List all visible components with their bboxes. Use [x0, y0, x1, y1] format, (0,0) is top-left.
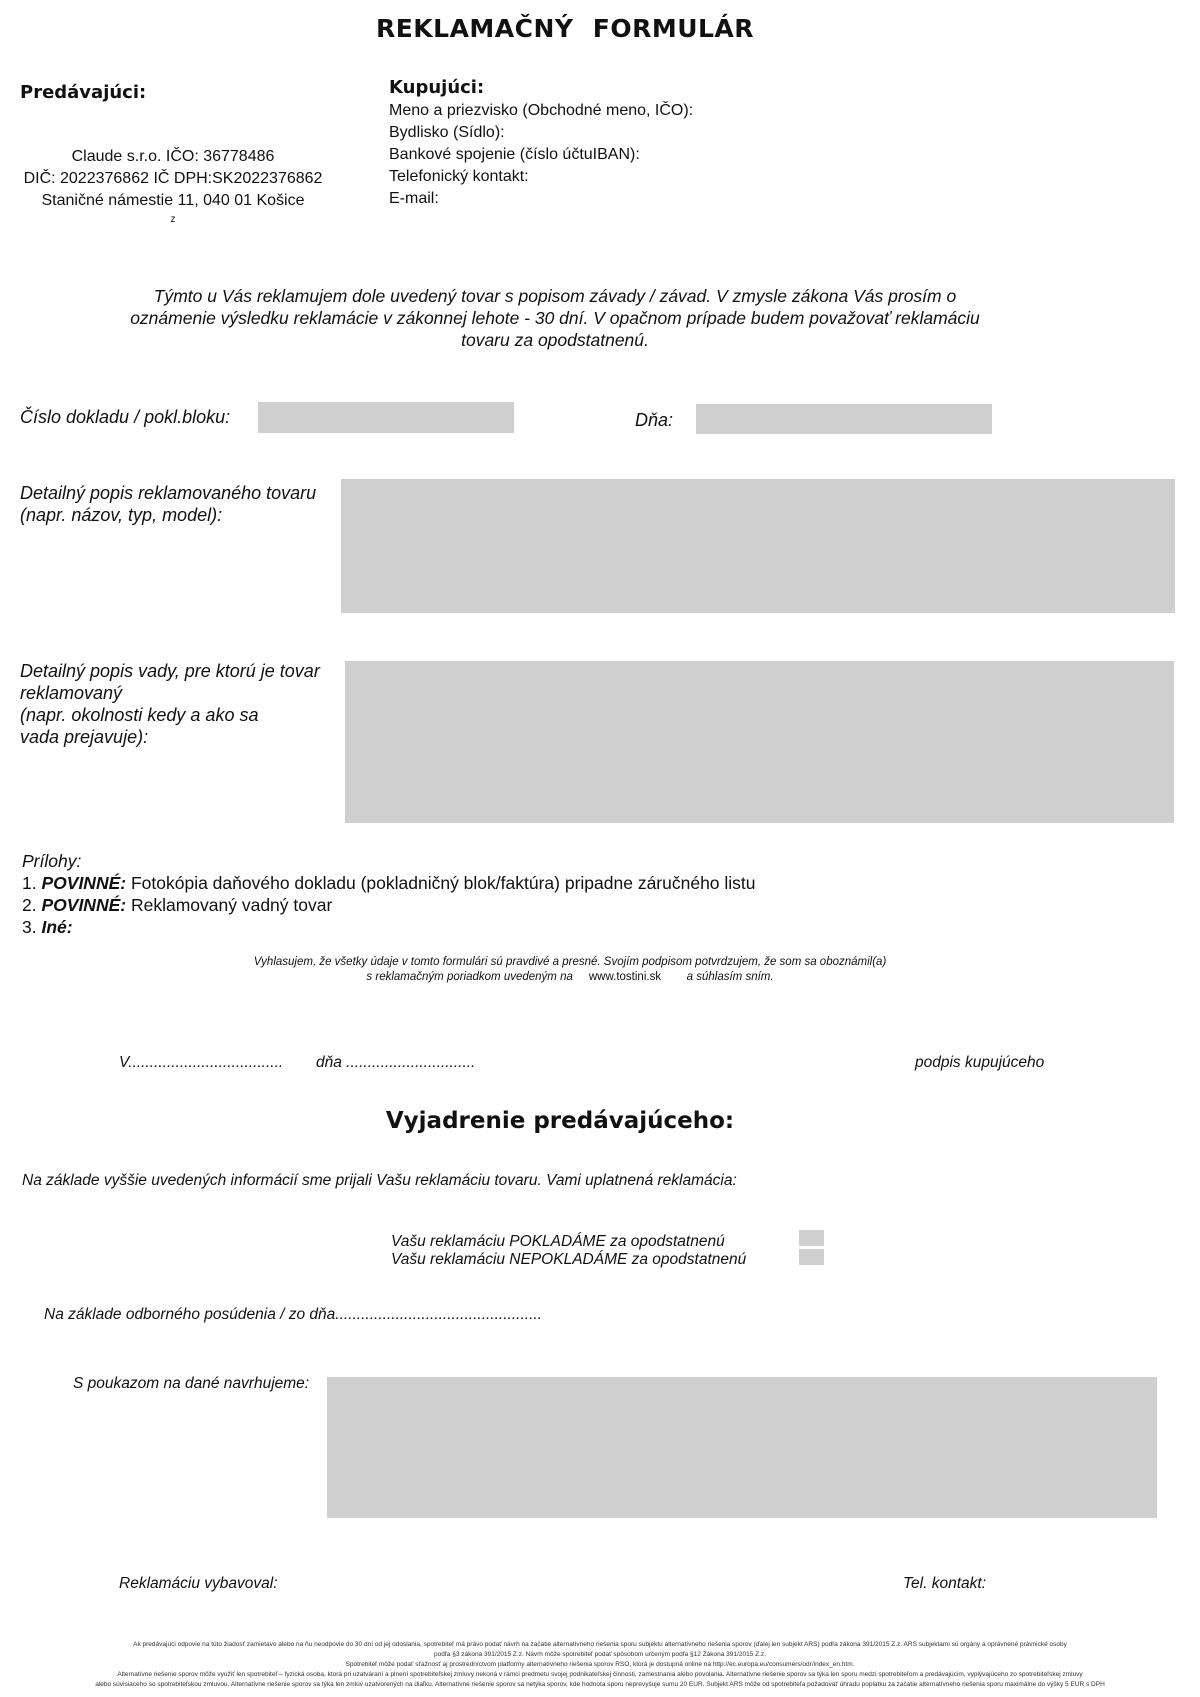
option-accept-label: Vašu reklamáciu POKLADÁME za opodstatnenú — [391, 1233, 725, 1250]
buyer-phone-field: Telefonický kontakt: — [389, 168, 529, 185]
footer-legal-notice — [60, 1640, 1140, 1690]
date-label: Dňa: — [635, 410, 674, 430]
seller-line: Staničné námestie 11, 040 01 Košice — [41, 192, 305, 209]
attachment-item — [22, 872, 756, 894]
option-reject-checkbox[interactable] — [799, 1249, 824, 1265]
declaration-text: a súhlasím sním. — [686, 971, 774, 983]
declaration-text: s reklamačným poriadkom uvedeným na — [366, 971, 573, 983]
signature-place: V.................................... — [119, 1054, 284, 1071]
attachment-other: Iné: — [41, 917, 73, 937]
attachment-required: POVINNÉ: — [41, 895, 127, 915]
doc-number-input[interactable] — [258, 402, 514, 433]
attachments-heading: Prílohy: — [22, 851, 82, 871]
defect-desc-label-line: (napr. okolnosti kedy a ako sa — [20, 705, 259, 725]
attachment-item — [22, 916, 756, 938]
attachment-text: Fotokópia daňového dokladu (pokladničný blok/faktúra) pripadne záručného listu — [126, 873, 756, 893]
seller-address — [18, 146, 328, 228]
defect-desc-label-line: reklamovaný — [20, 683, 123, 703]
footer-line: alebo súvisiaceho so spotrebiteľskou zmluvou. Alternatívne riešenie sporov sa týka len zmlúv uzatvorených na diaľku. Alternatívne riešenie sporov sa netýka sporov, kde hodnota sporu neprevyšuje sumu 20 EUR. Subjekt ARS môže od spotrebiteľa požadovať úhradu poplatku za začatie alternatívneho riešenia sporu maximálne do výšky 5 EUR s DPH — [95, 1681, 1105, 1688]
seller-heading: Predávajúci: — [20, 82, 147, 103]
seller-statement-heading: Vyjadrenie predávajúceho: — [385, 1108, 735, 1134]
option-accept-checkbox[interactable] — [799, 1230, 824, 1246]
seller-line: DIČ: 2022376862 IČ DPH:SK2022376862 — [23, 170, 323, 187]
declaration — [160, 955, 980, 985]
declaration-line: Vyhlasujem, že všetky údaje v tomto formulári sú pravdivé a presné. Svojím podpisom potvrdzujem, že som sa oboznámil(a) — [253, 956, 887, 968]
defect-desc-label-line: vada prejavuje): — [20, 727, 149, 747]
attachment-item — [22, 894, 756, 916]
seller-note: z — [170, 214, 176, 225]
signature-date: dňa .............................. — [316, 1054, 476, 1071]
attachments — [22, 850, 756, 938]
attachment-num: 2. — [22, 895, 37, 915]
date-input[interactable] — [696, 404, 992, 434]
declaration-line — [160, 970, 980, 985]
form-title: REKLAMAČNÝ FORMULÁR — [375, 14, 755, 43]
attachment-required: POVINNÉ: — [41, 873, 127, 893]
phone-label: Tel. kontakt: — [903, 1575, 987, 1592]
buyer-heading: Kupujúci: — [389, 77, 485, 98]
defect-desc-input[interactable] — [345, 661, 1174, 823]
intro-text: Týmto u Vás reklamujem dole uvedený tovar s popisom závady / závad. V zmysle zákona Vás prosím o oznámenie výsledku reklamácie v zákonnej lehote - 30 dní. V opačnom prípade budem považovať reklamáciu tovaru za opodstatnenú. — [130, 286, 980, 350]
expert-assessment-line: Na základe odborného posúdenia / zo dňa................................................ — [44, 1306, 542, 1323]
buyer-name-field: Meno a priezvisko (Obchodné meno, IČO): — [389, 102, 694, 119]
buyer-address-field: Bydlisko (Sídlo): — [389, 124, 505, 141]
goods-desc-label-line: Detailný popis reklamovaného tovaru — [20, 483, 317, 503]
declaration-url[interactable]: www.tostini.sk — [588, 971, 662, 983]
handled-by-label: Reklamáciu vybavoval: — [119, 1575, 278, 1592]
buyer-bank-field: Bankové spojenie (číslo účtuIBAN): — [389, 146, 640, 163]
signature-label: podpis kupujúceho — [915, 1054, 1045, 1071]
goods-desc-label — [20, 482, 316, 526]
goods-desc-input[interactable] — [341, 479, 1175, 613]
defect-desc-label-line: Detailný popis vady, pre ktorú je tovar — [20, 661, 320, 681]
proposal-input[interactable] — [327, 1377, 1157, 1518]
footer-line: podľa §3 zákona 391/2015 Z.z. Návrh môže spotrebiteľ podať spôsobom určeným podľa §12 Zákona 391/2015 Z.z. — [434, 1651, 766, 1658]
footer-line: Alternatívne riešenie sporov môže využiť len spotrebiteľ – fyzická osoba, ktorá pri uzatváraní a plnení spotrebiteľskej zmluvy nekoná v rámci predmetu svojej podnikateľskej činnosti, zamestnania alebo povolania. Alternatívne riešenie sporov sa týka len sporu medzi spotrebiteľom a predávajúcim, vyplývajúceho zo spotrebiteľskej zmluvy — [117, 1671, 1083, 1678]
option-reject-label: Vašu reklamáciu NEPOKLADÁME za opodstatnenú — [391, 1251, 747, 1268]
proposal-label: S poukazom na dané navrhujeme: — [73, 1375, 310, 1392]
goods-desc-label-line: (napr. názov, typ, model): — [20, 505, 223, 525]
seller-statement-intro: Na základe vyššie uvedených informácií sme prijali Vašu reklamáciu tovaru. Vami uplatnená reklamácia: — [22, 1172, 737, 1189]
attachment-num: 3. — [22, 917, 37, 937]
buyer-email-field: E-mail: — [389, 190, 439, 207]
seller-line: Claude s.r.o. IČO: 36778486 — [71, 148, 275, 165]
doc-number-label: Číslo dokladu / pokl.bloku: — [20, 407, 231, 427]
attachment-num: 1. — [22, 873, 37, 893]
attachment-text: Reklamovaný vadný tovar — [126, 895, 333, 915]
footer-line: Spotrebiteľ môže podať sťažnosť aj prostredníctvom platformy alternatívneho riešenia sporov RSO, ktorá je dostupná online na http://ec.europa.eu/consumers/odr/index_en.htm. — [345, 1661, 855, 1668]
footer-line: Ak predávajúci odpovie na túto žiadosť zamietavo alebo na ňu neodpovie do 30 dní od jej odoslania, spotrebiteľ má právo podať návrh na začatie alternatívneho riešenia sporu subjektu alternatívneho riešenia sporov (ďalej len subjekt ARS) podľa zákona 391/2015 Z.z. ARS subjektami sú orgány a oprávnené právnické osoby — [133, 1641, 1067, 1648]
defect-desc-label — [20, 660, 320, 748]
buyer-fields — [389, 100, 693, 210]
